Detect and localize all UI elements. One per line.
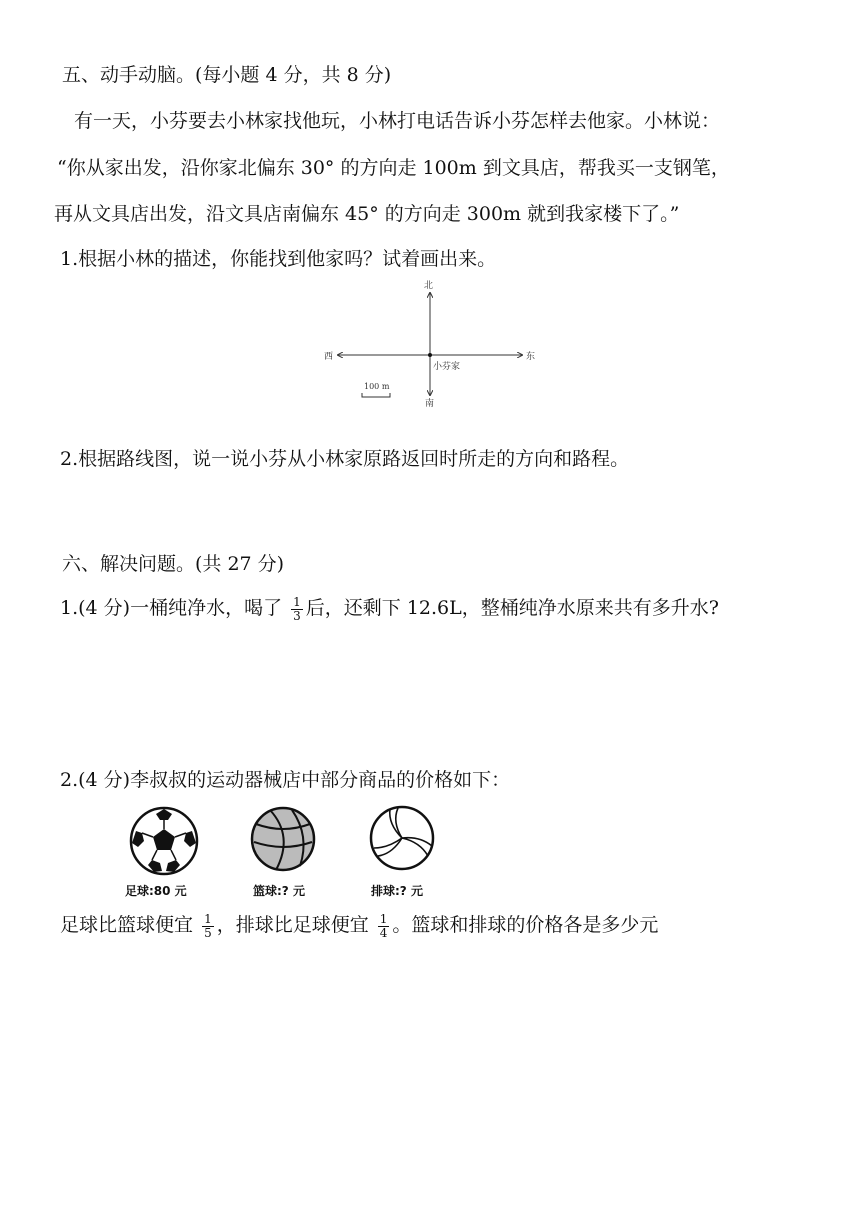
soccer-price-label: 足球:80 元 — [125, 884, 187, 898]
west-label: 西 — [324, 352, 334, 362]
fraction-one-fourth: $\frac{1}{4}$ — [379, 911, 388, 940]
q2-text-b: ，排球比足球便宜 — [216, 914, 369, 936]
scale-bar — [362, 393, 390, 397]
fraction-one-third: $\frac{1}{3}$ — [293, 594, 301, 623]
q2-text-a: 足球比篮球便宜 — [60, 914, 194, 936]
north-label: 北 — [424, 281, 434, 291]
volleyball-price-label: 排球:? 元 — [371, 884, 423, 898]
south-label: 南 — [425, 399, 435, 409]
section5-title: 五、动手动脑。(每小题 4 分，共 8 分) — [62, 64, 392, 86]
section5-para-1: 有一天，小芬要去小林家找他玩，小林打电话告诉小芬怎样去他家。小林说： — [74, 110, 721, 132]
section6-question-2: 2.(4 分)李叔叔的运动器械店中部分商品的价格如下： — [60, 769, 511, 791]
basketball-price-label: 篮球:? 元 — [253, 884, 305, 898]
section6-title: 六、解决问题。(共 27 分) — [62, 553, 285, 575]
soccer-ball-image — [128, 805, 200, 877]
fraction-one-fifth: $\frac{1}{5}$ — [204, 911, 212, 940]
compass-diagram — [310, 275, 550, 410]
q2-text-c: 。篮球和排球的价格各是多少元 — [392, 914, 659, 936]
scale-label: 100 m — [364, 382, 390, 391]
section5-question-1: 1.根据小林的描述，你能找到他家吗？试着画出来。 — [60, 248, 497, 270]
basketball-image — [250, 806, 316, 872]
section5-para-3: 再从文具店出发，沿文具店南偏东 45° 的方向走 300m 就到我家楼下了。” — [54, 203, 680, 225]
origin-point — [428, 353, 432, 357]
section5-question-2: 2.根据路线图，说一说小芬从小林家原路返回时所走的方向和路程。 — [60, 448, 630, 470]
origin-label: 小芬家 — [433, 362, 461, 372]
volleyball-image — [368, 804, 436, 872]
east-label: 东 — [526, 352, 536, 362]
section5-para-2: “你从家出发，沿你家北偏东 30° 的方向走 100m 到文具店，帮我买一支钢笔， — [57, 157, 730, 179]
q1-text-b: 后，还剩下 12.6L，整桶纯净水原来共有多升水? — [305, 597, 719, 619]
section6-question-2-body — [60, 912, 658, 940]
section6-question-1 — [60, 595, 719, 623]
q1-text-a: 1.(4 分)一桶纯净水，喝了 — [60, 597, 283, 619]
